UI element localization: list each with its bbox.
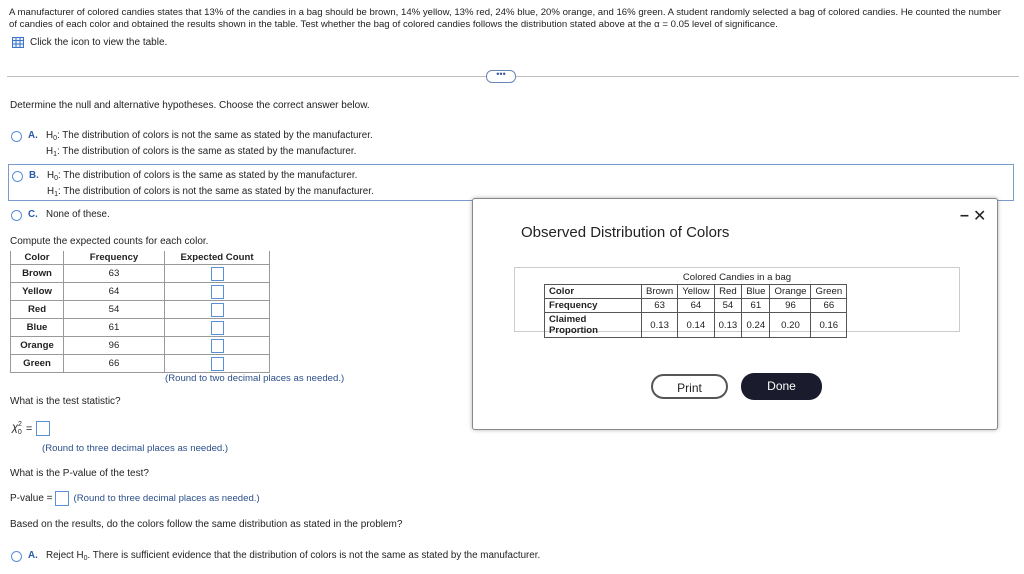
proportion-cell: 0.13 (642, 313, 678, 338)
frequency-cell: 66 (811, 299, 847, 313)
print-button[interactable]: Print (651, 374, 728, 399)
proportion-cell: 0.24 (742, 313, 770, 338)
conclusion-letter-a: A. (28, 550, 38, 561)
chi-square-symbol (12, 421, 22, 436)
radio-a[interactable] (11, 131, 22, 142)
row-frequency: 63 (64, 265, 165, 283)
expand-dots-button[interactable]: ••• (486, 70, 516, 83)
conclusion-text-a: Reject H (46, 550, 84, 561)
frequency-cell: 63 (642, 299, 678, 313)
table-row (11, 319, 270, 337)
expected-prompt: Compute the expected counts for each color. (10, 236, 209, 247)
header-frequency: Frequency (64, 251, 165, 265)
h0-label: H (46, 130, 54, 141)
option-c-letter: C. (28, 209, 38, 220)
h0-sub: 0 (54, 175, 58, 182)
table-row (11, 265, 270, 283)
minimize-icon[interactable]: – (960, 207, 969, 224)
proportion-cell: 0.13 (714, 313, 742, 338)
option-b-h0: The distribution of colors is the same as stated by the manufacturer. (63, 170, 358, 181)
conclusion-sub: 0 (83, 555, 88, 562)
row-frequency: 54 (64, 301, 165, 319)
pvalue-row (10, 491, 260, 506)
h1-sub: 1 (54, 191, 58, 198)
row-color: Brown (11, 265, 64, 283)
color-cell: Brown (642, 285, 678, 299)
row-color: Orange (11, 337, 64, 355)
problem-statement: A manufacturer of colored candies states that 13% of the candies in a bag should be brown, 14% yellow, 13% red, 24% blue, 20% orange, and 16% green. A student randomly selected a bag of colored candies. He counted the number of candies of each color and obtained the results shown in the table. Test whether the bag of colored candies follows the distribution stated above at the α = 0.05 level of significance. (9, 7, 1001, 30)
option-c-text: None of these. (46, 209, 110, 220)
table-row (11, 337, 270, 355)
table-icon[interactable] (12, 37, 24, 48)
test-stat-question: What is the test statistic? (10, 396, 121, 407)
h1-sub: 1 (53, 151, 57, 158)
frequency-cell: 54 (714, 299, 742, 313)
hypotheses-question: Determine the null and alternative hypotheses. Choose the correct answer below. (10, 100, 370, 111)
row-color: Green (11, 355, 64, 373)
row-label-proportion: Claimed Proportion (545, 313, 642, 338)
expected-input-brown[interactable] (211, 267, 224, 281)
option-b-highlight[interactable] (8, 164, 1014, 201)
pvalue-round-note: (Round to three decimal places as needed.) (73, 493, 260, 504)
header-color: Color (11, 251, 64, 265)
h1-label: H (47, 186, 55, 197)
view-table-link[interactable] (12, 37, 167, 48)
option-b[interactable]: B. $H_0$: The distribution of colors is the same as stated by the manufacturer. $H_1$: The distribution of colors is not the same as stated by the manufacturer. (12, 168, 1013, 200)
row-frequency: 66 (64, 355, 165, 373)
dialog-title: Observed Distribution of Colors (521, 224, 730, 241)
table-row (545, 299, 847, 313)
option-a-h1: The distribution of colors is the same as stated by the manufacturer. (62, 146, 357, 157)
color-cell: Green (811, 285, 847, 299)
row-label-color: Color (545, 285, 642, 299)
done-button[interactable]: Done (741, 373, 822, 400)
table-row (11, 355, 270, 373)
option-b-h1: The distribution of colors is not the same as stated by the manufacturer. (63, 186, 374, 197)
color-cell: Orange (770, 285, 811, 299)
proportion-cell: 0.20 (770, 313, 811, 338)
row-color: Yellow (11, 283, 64, 301)
expected-input-yellow[interactable] (211, 285, 224, 299)
test-stat-row (12, 421, 50, 436)
table-row (11, 283, 270, 301)
conclusion-text (46, 548, 540, 564)
pvalue-input[interactable] (55, 491, 69, 506)
row-label-frequency: Frequency (545, 299, 642, 313)
observed-table (544, 284, 847, 338)
conclusion-text-b: . There is sufficient evidence that the distribution of colors is not the same as stated by the manufacturer. (87, 550, 541, 561)
option-b-letter: B. (29, 170, 39, 181)
expected-input-green[interactable] (211, 357, 224, 371)
frequency-cell: 96 (770, 299, 811, 313)
row-frequency: 61 (64, 319, 165, 337)
conclusion-question: Based on the results, do the colors follow the same distribution as stated in the problem? (10, 519, 403, 530)
frequency-cell: 61 (742, 299, 770, 313)
row-color: Blue (11, 319, 64, 337)
table-row (545, 285, 847, 299)
chi-letter: χ (12, 421, 19, 434)
expected-count-table (10, 251, 270, 373)
expected-input-blue[interactable] (211, 321, 224, 335)
h0-label: H (47, 170, 55, 181)
view-table-label[interactable]: Click the icon to view the table. (30, 37, 168, 48)
proportion-cell: 0.16 (811, 313, 847, 338)
option-a-h0: The distribution of colors is not the same as stated by the manufacturer. (62, 130, 373, 141)
frequency-cell: 64 (678, 299, 714, 313)
pvalue-label: P-value = (10, 493, 53, 504)
test-stat-round-note: (Round to three decimal places as needed.) (42, 443, 229, 454)
row-frequency: 64 (64, 283, 165, 301)
chi-sup: 2 (18, 421, 22, 429)
data-table-frame (514, 267, 960, 336)
option-a-letter: A. (28, 130, 38, 141)
h0-sub: 0 (53, 135, 57, 142)
pvalue-question: What is the P-value of the test? (10, 468, 149, 479)
row-frequency: 96 (64, 337, 165, 355)
test-stat-input[interactable] (36, 421, 50, 436)
row-color: Red (11, 301, 64, 319)
table-caption: Colored Candies in a bag (682, 272, 792, 283)
close-icon[interactable]: ✕ (973, 208, 987, 225)
expected-input-orange[interactable] (211, 339, 224, 353)
h1-label: H (46, 146, 54, 157)
equals-sign: = (25, 422, 33, 435)
option-c[interactable] (11, 207, 110, 222)
observed-distribution-dialog (472, 198, 998, 430)
proportion-cell: 0.14 (678, 313, 714, 338)
table-row (11, 301, 270, 319)
radio-c[interactable] (11, 210, 22, 221)
conclusion-radio-a[interactable] (11, 551, 22, 562)
conclusion-option-a[interactable] (11, 548, 540, 564)
table-row (545, 313, 847, 338)
option-a[interactable]: A. $H_0$: The distribution of colors is not the same as stated by the manufacturer. $H_1$: The distribution of colors is the same as stated by the manufacturer. (11, 128, 373, 160)
radio-b[interactable] (12, 171, 23, 182)
chi-sub: 0 (17, 428, 22, 436)
color-cell: Blue (742, 285, 770, 299)
color-cell: Yellow (678, 285, 714, 299)
color-cell: Red (714, 285, 742, 299)
expected-round-note: (Round to two decimal places as needed.) (165, 373, 345, 384)
expected-input-red[interactable] (211, 303, 224, 317)
header-expected: Expected Count (165, 251, 270, 265)
